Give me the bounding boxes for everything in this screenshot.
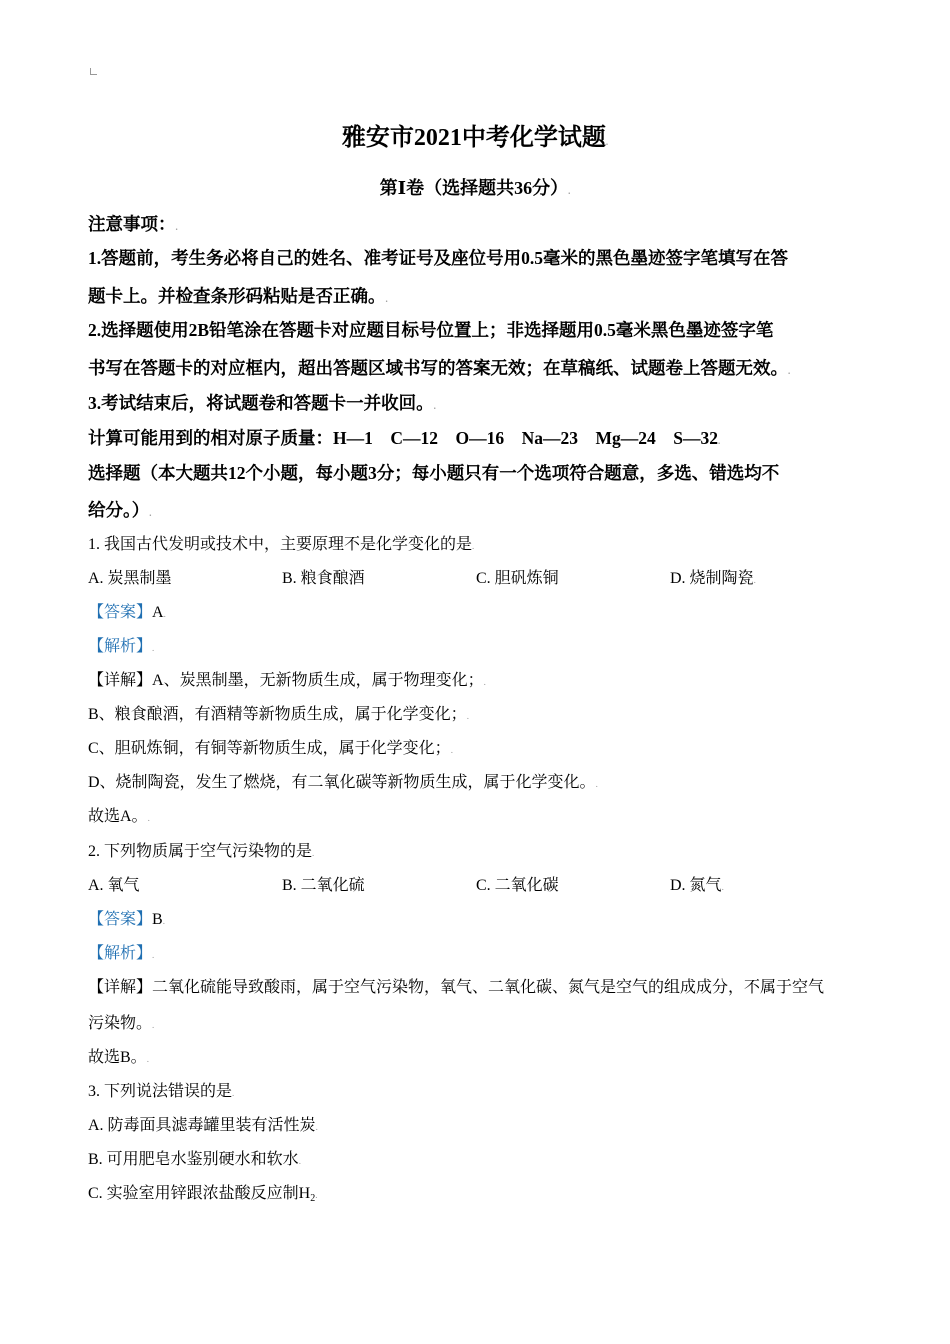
q2-option-c: C. 二氧化碳	[476, 877, 559, 894]
q3-option-a: A. 防毒面具滤毒罐里装有活性炭.	[88, 1117, 318, 1134]
q1-option-a: A. 炭黑制墨	[88, 570, 172, 587]
q2-stem: 2. 下列物质属于空气污染物的是.	[88, 843, 315, 860]
q2-option-a: A. 氧气	[88, 877, 140, 894]
q1-answer: 【答案】A.	[88, 604, 166, 621]
answer-label: 【答案】	[88, 604, 153, 621]
q1-analysis: 【解析】.	[88, 638, 155, 655]
q2-detail-line1: 【详解】二氧化硫能导致酸雨，属于空气污染物，氧气、二氧化碳、氮气是空气的组成成分，不属于空气	[88, 979, 825, 996]
q1-conclusion: 故选A。.	[88, 808, 150, 825]
q1-option-b: B. 粮食酿酒	[282, 570, 365, 587]
q1-detail-b: B、粮食酿酒，有酒精等新物质生成，属于化学变化；.	[88, 706, 469, 723]
q2-analysis: 【解析】.	[88, 945, 155, 962]
page-subtitle: 第Ⅰ卷（选择题共36分）.	[379, 178, 571, 198]
q2-option-d: D. 氮气.	[670, 877, 724, 894]
q1-option-d: D. 烧制陶瓷.	[670, 570, 756, 587]
page-corner-mark	[90, 68, 97, 75]
notice-item1-line1: 1.答题前，考生务必将自己的姓名、准考证号及座位号用0.5毫米的黑色墨迹签字笔填写在答	[88, 248, 788, 268]
q1-detail-c: C、胆矾炼铜，有铜等新物质生成，属于化学变化；.	[88, 740, 453, 757]
q1-detail-d: D、烧制陶瓷，发生了燃烧，有二氧化碳等新物质生成，属于化学变化。.	[88, 774, 598, 791]
notice-item1-line2: 题卡上。并检查条形码粘贴是否正确。.	[88, 286, 388, 306]
q2-option-b: B. 二氧化硫	[282, 877, 365, 894]
q2-answer: 【答案】B.	[88, 911, 165, 928]
page-title: 雅安市2021中考化学试题.	[341, 125, 609, 151]
analysis-label: 【解析】	[88, 638, 153, 655]
q3-option-b: B. 可用肥皂水鉴别硬水和软水.	[88, 1151, 301, 1168]
q1-detail-a: 【详解】A、炭黑制墨，无新物质生成，属于物理变化；.	[88, 672, 486, 689]
notice-item2-line2: 书写在答题卡的对应框内，超出答题区域书写的答案无效；在草稿纸、试题卷上答题无效。.	[88, 358, 791, 378]
analysis-label: 【解析】	[88, 945, 153, 962]
detail-label: 【详解】	[88, 979, 153, 996]
subscript-2: 2	[310, 1193, 316, 1204]
notice-item2-line1: 2.选择题使用2B铅笔涂在答题卡对应题目标号位置上；非选择题用0.5毫米黑色墨迹签字笔	[88, 320, 774, 340]
q3-option-c: C. 实验室用锌跟浓盐酸反应制$H_2$.	[88, 1185, 318, 1204]
q1-option-c: C. 胆矾炼铜	[476, 570, 559, 587]
section-instructions-line2: 给分。）.	[88, 500, 152, 520]
detail-label: 【详解】	[88, 672, 153, 689]
notice-heading: 注意事项：.	[88, 214, 178, 234]
q3-stem: 3. 下列说法错误的是.	[88, 1083, 235, 1100]
notice-item3: 3.考试结束后，将试题卷和答题卡一并收回。.	[88, 393, 436, 413]
answer-label: 【答案】	[88, 911, 153, 928]
atomic-masses-line: 计算可能用到的相对原子质量：H—1 C—12 O—16 Na—23 Mg—24 S—32.	[88, 428, 721, 448]
q2-detail-line2: 污染物。.	[88, 1015, 155, 1032]
section-instructions-line1: 选择题（本大题共12个小题，每小题3分；每小题只有一个选项符合题意，多选、错选均不	[88, 463, 780, 483]
q2-conclusion: 故选B。.	[88, 1049, 149, 1066]
q1-stem: 1. 我国古代发明或技术中，主要原理不是化学变化的是.	[88, 536, 475, 553]
